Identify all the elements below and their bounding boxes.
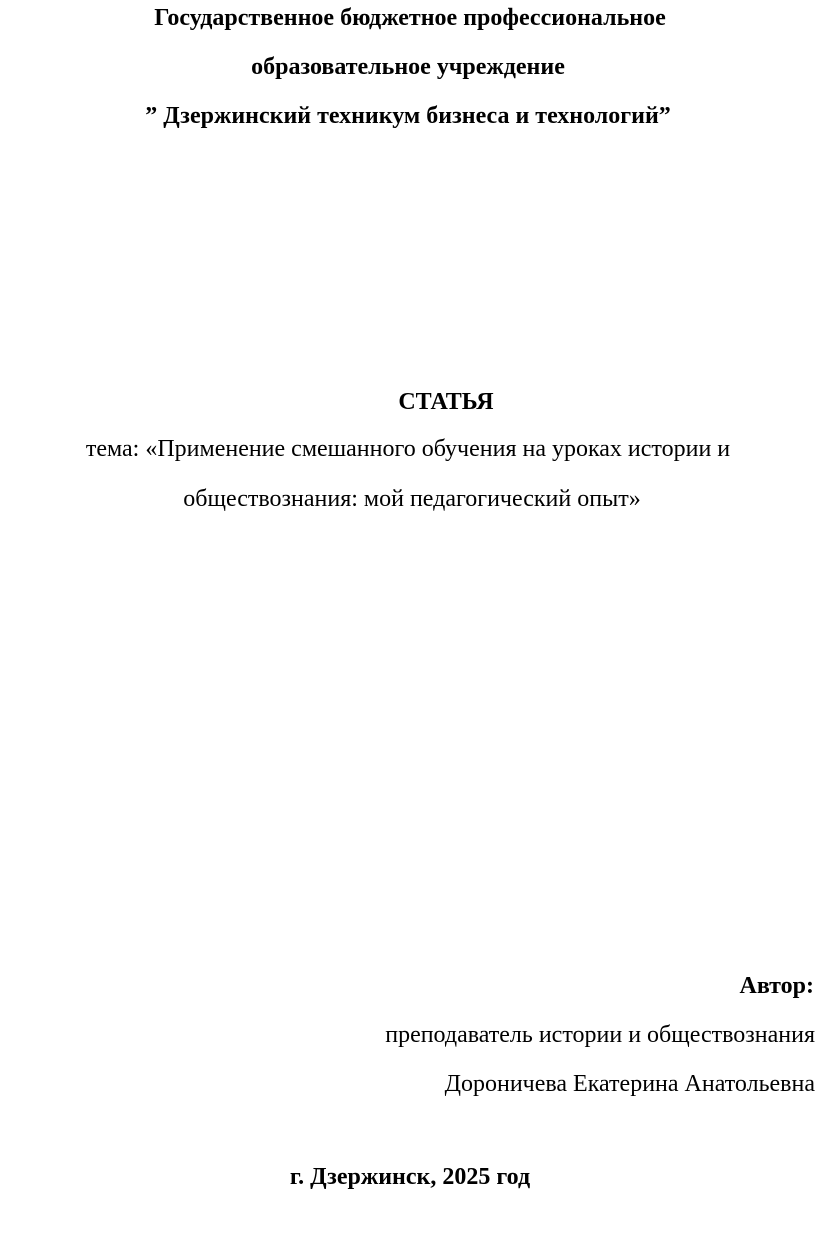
place-and-year: г. Дзержинск, 2025 год [289,1164,531,1190]
author-label: Автор: [739,973,814,999]
document-type-heading: СТАТЬЯ [398,389,494,415]
author-position: преподаватель истории и обществознания [385,1022,815,1048]
author-name: Дороничева Екатерина Анатольевна [444,1071,815,1097]
topic-line-1: тема: «Применение смешанного обучения на уроках истории и [85,436,731,462]
institution-name-line-1: Государственное бюджетное профессиональное [154,5,666,31]
institution-name-line-3: ” Дзержинский техникум бизнеса и технологий” [145,103,671,129]
institution-name-line-2: образовательное учреждение [251,54,565,80]
topic-line-2: обществознания: мой педагогический опыт» [183,486,641,512]
